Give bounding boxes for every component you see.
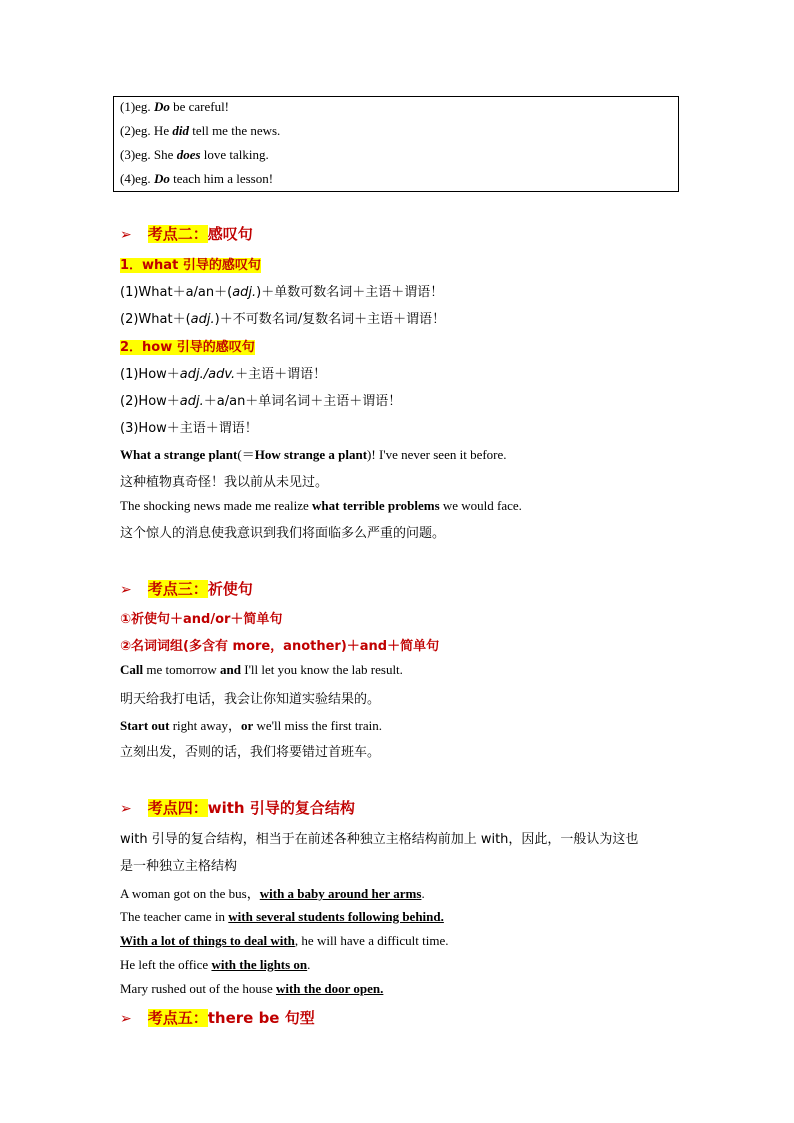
rule-4: (2)How＋adj.＋a/an＋单词名词＋主语＋谓语！	[120, 394, 402, 409]
rule-5: (3)How＋主语＋谓语！	[120, 421, 258, 436]
box-line-4: (4)eg. Do teach him a lesson!	[120, 171, 274, 186]
box-line-1: (1)eg. Do be careful!	[120, 99, 230, 114]
section-3-heading: ➢ 考点三：祈使句	[120, 580, 253, 598]
box-line-3: (3)eg. She does love talking.	[120, 147, 269, 162]
exclamation-example-1: What a strange plant(＝How strange a plant)! I've never seen it before.	[120, 447, 507, 462]
exclamation-example-1-translation: 这种植物真奇怪！我以前从未见过。	[120, 475, 329, 490]
imperative-example-2: Start out right away，or we'll miss the first train.	[120, 718, 382, 733]
imperative-example-1-translation: 明天给我打电话，我会让你知道实验结果的。	[120, 692, 381, 707]
emphasis-example-box	[113, 96, 679, 192]
section-2-sub-2: 2．how 引导的感叹句	[120, 340, 255, 355]
imperative-example-1: Call me tomorrow and I'll let you know the lab result.	[120, 662, 403, 677]
section-5-heading: ➢ 考点五：there be 句型	[120, 1009, 315, 1027]
arrowhead-icon: ➢	[120, 1011, 132, 1027]
with-example-1: A woman got on the bus，with a baby around her arms.	[120, 886, 425, 901]
arrowhead-icon: ➢	[120, 227, 132, 243]
with-structure-description-2: 是一种独立主格结构	[120, 859, 238, 874]
section-2-sub-1: 1．what 引导的感叹句	[120, 258, 261, 273]
arrowhead-icon: ➢	[120, 801, 132, 817]
with-example-4: He left the office with the lights on.	[120, 957, 311, 972]
section-4-heading: ➢ 考点四：with 引导的复合结构	[120, 799, 355, 817]
rule-2: (2)What＋(adj.)＋不可数名词/复数名词＋主语＋谓语！	[120, 312, 446, 327]
exclamation-example-2: The shocking news made me realize what terrible problems we would face.	[120, 498, 522, 513]
arrowhead-icon: ➢	[120, 582, 132, 598]
box-line-2: (2)eg. He did tell me the news.	[120, 123, 281, 138]
imperative-example-2-translation: 立刻出发，否则的话，我们将要错过首班车。	[120, 745, 381, 760]
with-example-2: The teacher came in with several students following behind.	[120, 909, 444, 924]
with-example-5: Mary rushed out of the house with the door open.	[120, 981, 384, 996]
with-structure-description-1: with 引导的复合结构，相当于在前述各种独立主格结构前加上 with，因此，一般认为这也	[120, 832, 639, 847]
section-3-sub-1: ①祈使句＋and/or＋简单句	[120, 612, 283, 627]
with-example-3: With a lot of things to deal with, he will have a difficult time.	[120, 933, 449, 948]
exclamation-example-2-translation: 这个惊人的消息使我意识到我们将面临多么严重的问题。	[120, 526, 446, 541]
rule-1: (1)What＋a/an＋(adj.)＋单数可数名词＋主语＋谓语！	[120, 285, 444, 300]
section-3-sub-2: ②名词词组(多含有 more，another)＋and＋简单句	[120, 639, 440, 654]
rule-3: (1)How＋adj./adv.＋主语＋谓语！	[120, 367, 327, 382]
section-2-heading: ➢ 考点二：感叹句	[120, 225, 253, 243]
